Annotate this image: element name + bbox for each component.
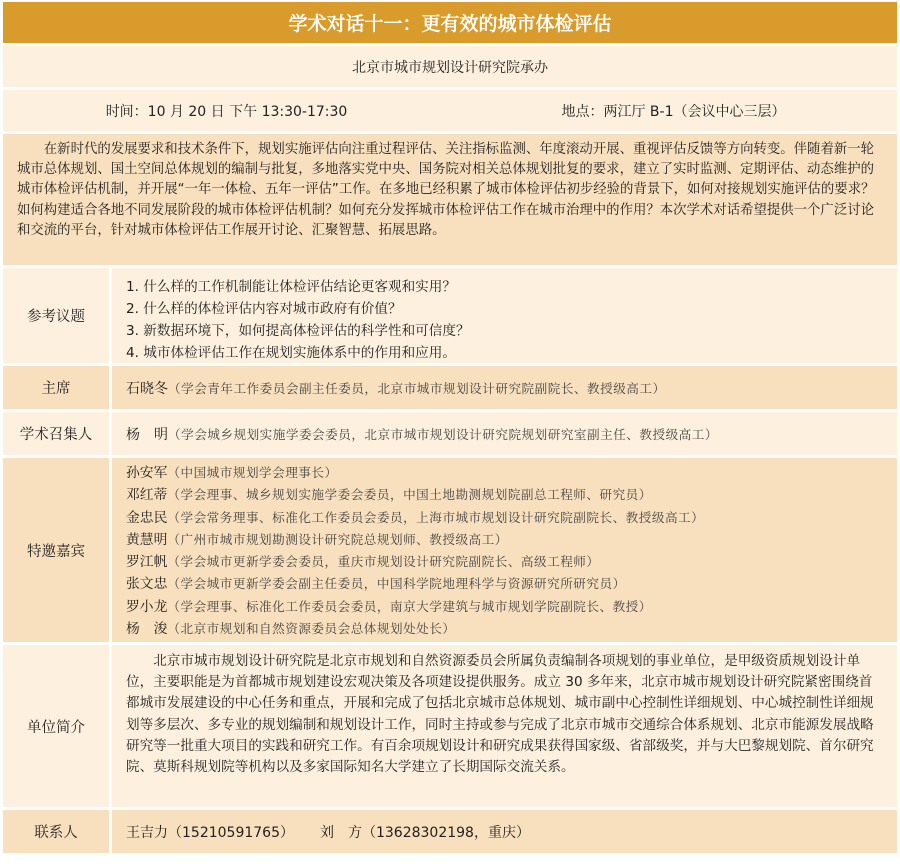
guest-note: （学会常务理事、标准化工作委员会委员，上海市城市规划设计研究院副院长、教授级高工） bbox=[167, 509, 705, 525]
contact-person-1: 王吉力（15210591765） bbox=[126, 824, 294, 841]
guest-name: 罗江帆 bbox=[126, 554, 168, 571]
convener-row bbox=[3, 412, 897, 458]
chair-label: 主席 bbox=[3, 366, 112, 409]
contact-label: 联系人 bbox=[3, 810, 112, 853]
guest-note: （学会城市更新学委会副主任委员，中国科学院地理科学与资源研究所研究员） bbox=[167, 576, 626, 592]
guest-note: （中国城市规划学会理事长） bbox=[167, 465, 338, 480]
guest-item bbox=[126, 462, 885, 484]
convener-name: 杨 明 bbox=[126, 426, 168, 443]
guest-item bbox=[126, 596, 885, 618]
guest-note: （广州市城市规划勘测设计研究院总规划师、教授级高工） bbox=[167, 531, 508, 547]
contact-row bbox=[3, 810, 897, 856]
topic-item: 1. 什么样的工作机制能让体检评估结论更客观和实用？ bbox=[126, 279, 456, 295]
organizer-row: 北京市城市规划设计研究院承办 bbox=[3, 46, 897, 90]
guests-list bbox=[112, 458, 897, 642]
guest-item bbox=[126, 484, 885, 506]
guest-name: 孙安军 bbox=[126, 465, 168, 481]
convener-note: （学会城乡规划实施学委会委员，北京市城市规划设计研究院规划研究室副主任、教授级高工） bbox=[168, 427, 718, 442]
unit-row bbox=[3, 645, 897, 810]
convener-label: 学术召集人 bbox=[3, 412, 112, 455]
guest-item bbox=[126, 507, 885, 529]
guest-note: （学会理事、标准化工作委员会委员，南京大学建筑与城市规划学院副院长、教授） bbox=[167, 598, 652, 614]
guests-label: 特邀嘉宾 bbox=[3, 458, 112, 642]
unit-intro: 北京市城市规划设计研究院是北京市规划和自然资源委员会所属负责编制各项规划的事业单位，是甲级资质规划设计单位，主要职能是为首都城市规划建设宏观决策及各项建设提供服务。成立 30 多年来，北京市城市规划设计研究院紧密围绕首都城市发展建设的中心任务和重点，开展和完成了包括北京城市总体规划、城市副中心控制性详细规划、中心城控制性详细规划等多层次、多专业的规划编制和规划设计工作，同时主持或参与完成了北京市城市交通综合体系规划、北京市能源发展战略研究等一批重大项目的实践和研究工作。有百余项规划设计和研究成果获得国家级、省部级奖，并与大巴黎规划院、首尔研究院、莫斯科规划院等机构以及多家国际知名大学建立了长期国际交流关系。 bbox=[126, 653, 874, 776]
guests-row bbox=[3, 458, 897, 645]
guest-note: （学会理事、城乡规划实施学委会委员，中国土地勘测规划院副总工程师、研究员） bbox=[167, 487, 652, 503]
guest-name: 罗小龙 bbox=[126, 598, 168, 615]
unit-label: 单位简介 bbox=[3, 645, 112, 807]
time-location-row bbox=[3, 90, 897, 134]
guest-note: （学会城市更新学委会委员，重庆市规划设计研究院副院长、高级工程师） bbox=[167, 554, 600, 570]
guest-name: 黄慧明 bbox=[126, 531, 168, 548]
time-text: 时间：10 月 20 日 下午 13:30-17:30 bbox=[105, 104, 348, 120]
contact-person-2: 刘 方（13628302198，重庆） bbox=[319, 824, 530, 841]
topics-list bbox=[112, 268, 897, 363]
chair-row bbox=[3, 366, 897, 412]
topics-label: 参考议题 bbox=[3, 268, 112, 363]
guest-item bbox=[126, 573, 885, 595]
topic-item: 4. 城市体检评估工作在规划实施体系中的作用和应用。 bbox=[126, 345, 456, 361]
topics-row bbox=[3, 268, 897, 366]
guest-item bbox=[126, 618, 885, 640]
guest-name: 金忠民 bbox=[126, 509, 168, 526]
guest-item bbox=[126, 529, 885, 551]
guest-name: 杨 浚 bbox=[126, 621, 168, 638]
page-title: 学术对话十一：更有效的城市体检评估 bbox=[3, 2, 897, 46]
topic-item: 2. 什么样的体检评估内容对城市政府有价值？ bbox=[126, 301, 402, 317]
guest-item bbox=[126, 551, 885, 573]
location-text: 地点：两江厅 B-1（会议中心三层） bbox=[561, 104, 786, 120]
guest-name: 邓红蒂 bbox=[126, 487, 168, 504]
intro-paragraph: 在新时代的发展要求和技术条件下，规划实施评估向注重过程评估、关注指标监测、年度滚动开展、重视评估反馈等方向转变。伴随着新一轮城市总体规划、国土空间总体规划的编制与批复，多地落实党中央、国务院对相关总体规划批复的要求，建立了实时监测、定期评估、动态维护的城市体检评估机制，并开展“一年一体检、五年一评估”工作。在多地已经积累了城市体检评估初步经验的背景下，如何对接规划实施评估的要求？如何构建适合各地不同发展阶段的城市体检评估机制？如何充分发挥城市体检评估工作在城市治理中的作用？本次学术对话希望提供一个广泛讨论和交流的平台，针对城市体检评估工作展开讨论、汇聚智慧、拓展思路。 bbox=[3, 134, 897, 268]
topic-item: 3. 新数据环境下，如何提高体检评估的科学性和可信度？ bbox=[126, 323, 470, 339]
chair-note: （学会青年工作委员会副主任委员，北京市城市规划设计研究院副院长、教授级高工） bbox=[168, 381, 666, 396]
chair-name: 石晓冬 bbox=[126, 380, 168, 397]
guest-note: （北京市规划和自然资源委员会总体规划处处长） bbox=[167, 621, 456, 637]
guest-name: 张文忠 bbox=[126, 576, 168, 593]
